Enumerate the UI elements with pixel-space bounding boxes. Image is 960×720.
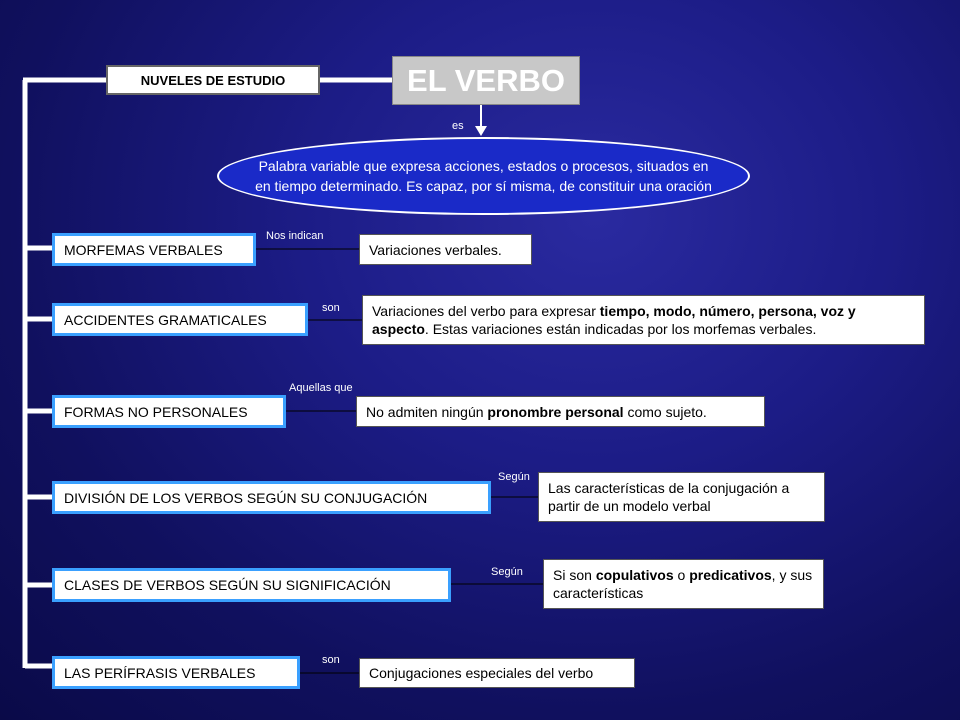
category-label: DIVISIÓN DE LOS VERBOS SEGÚN SU CONJUGACIÓN <box>64 489 428 506</box>
description-box <box>359 658 635 688</box>
description-fragment: Las características de la conjugación a partir de un modelo verbal <box>548 480 790 514</box>
description-text <box>369 241 502 259</box>
description-fragment: , y sus características <box>553 567 813 601</box>
connector-label: Según <box>498 471 530 483</box>
description-fragment: . Estas variaciones están indicadas por los morfemas verbales. <box>424 321 817 337</box>
description-text <box>553 566 814 602</box>
definition-text: Palabra variable que expresa acciones, estados o procesos, situados en en tiempo determinado. Es capaz, por sí misma, de constituir una oración <box>255 158 712 194</box>
category-label: ACCIDENTES GRAMATICALES <box>64 311 267 328</box>
is-label: es <box>452 120 464 132</box>
description-box <box>362 295 925 345</box>
connector-label: Aquellas que <box>289 382 353 394</box>
description-fragment: Conjugaciones especiales del verbo <box>369 665 594 681</box>
description-emphasis: tiempo, modo, número, persona, voz y aspecto <box>372 303 856 337</box>
category-accidentes-gramaticales <box>52 303 308 336</box>
connector-label: son <box>322 302 340 314</box>
description-box <box>356 396 765 427</box>
description-box <box>538 472 825 522</box>
description-emphasis: pronombre personal <box>487 403 624 420</box>
category-label: LAS PERÍFRASIS VERBALES <box>64 664 256 681</box>
category-division-verbos-conjugacion <box>52 481 491 514</box>
description-fragment: Si son <box>553 567 596 583</box>
description-fragment: o <box>673 567 690 583</box>
description-text <box>366 403 707 421</box>
title-text: EL VERBO <box>407 62 565 98</box>
description-box <box>543 559 824 609</box>
description-fragment: Variaciones verbales. <box>369 241 502 258</box>
description-text <box>372 302 915 338</box>
description-text <box>369 664 593 682</box>
title-box <box>392 56 580 105</box>
levels-box <box>106 65 320 95</box>
category-perifrasis-verbales <box>52 656 300 689</box>
description-fragment: como sujeto. <box>623 403 707 420</box>
connector-label: son <box>322 654 340 666</box>
category-label: CLASES DE VERBOS SEGÚN SU SIGNIFICACIÓN <box>64 577 391 593</box>
description-emphasis: predicativos <box>689 567 772 583</box>
description-emphasis: copulativos <box>595 567 674 583</box>
description-text <box>548 479 815 515</box>
category-clases-verbos-significacion <box>52 568 451 602</box>
category-label: MORFEMAS VERBALES <box>64 241 223 258</box>
description-fragment: No admiten ningún <box>366 403 488 420</box>
definition-ellipse <box>217 137 750 215</box>
down-arrow-icon <box>475 126 487 136</box>
description-fragment: Variaciones del verbo para expresar <box>372 303 600 319</box>
category-label: FORMAS NO PERSONALES <box>64 403 248 420</box>
connector-label: Nos indican <box>266 230 324 242</box>
description-box <box>359 234 532 265</box>
levels-text: NUVELES DE ESTUDIO <box>140 72 286 88</box>
connector-label: Según <box>491 566 523 578</box>
category-morfemas-verbales <box>52 233 256 266</box>
category-formas-no-personales <box>52 395 286 428</box>
